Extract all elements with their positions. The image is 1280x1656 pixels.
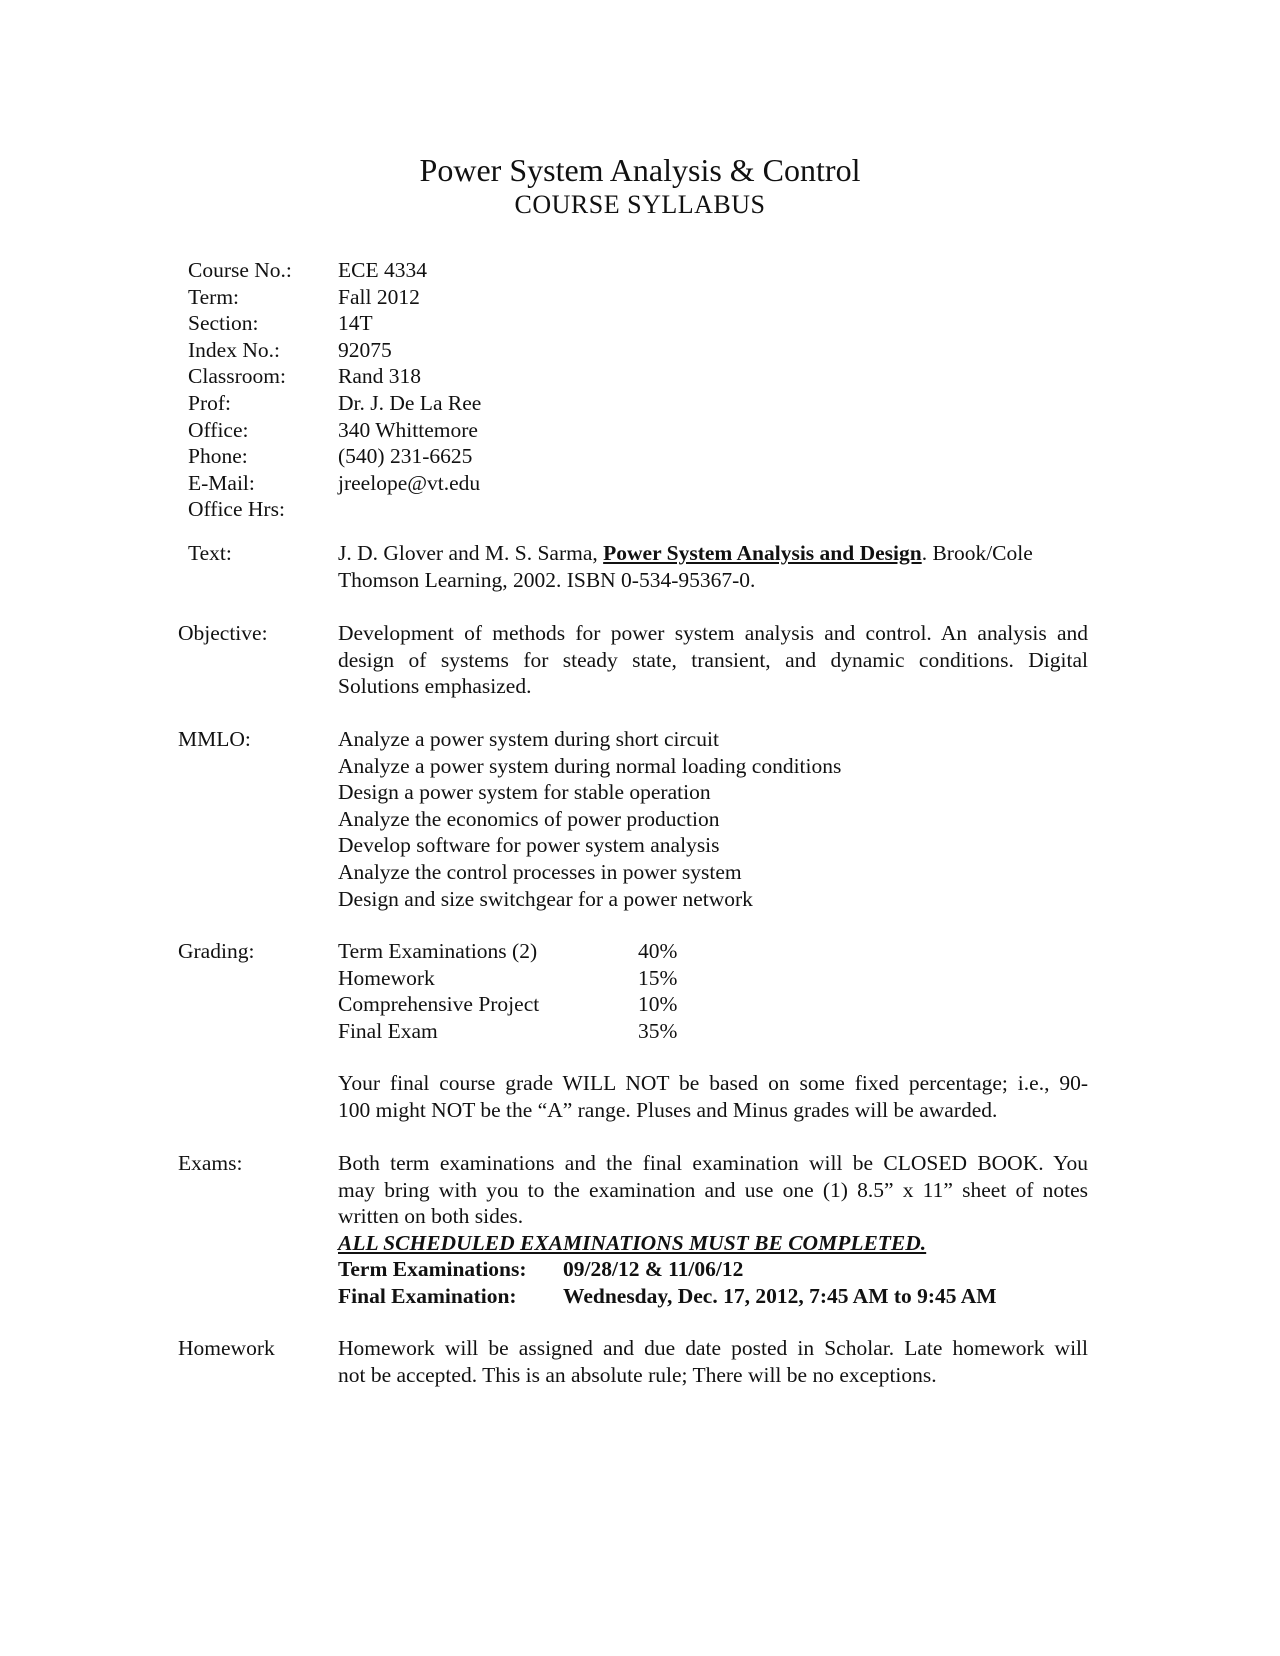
text-publisher: . Brook/Cole — [921, 541, 1033, 565]
homework-label: Homework — [178, 1336, 275, 1360]
mmlo-item: Develop software for power system analysis — [338, 833, 720, 858]
exams-content — [338, 1150, 1088, 1310]
grade-row — [338, 991, 1088, 1018]
info-value: 14T — [338, 311, 373, 336]
grading-table — [338, 938, 1088, 1044]
grading-note-line: Your final course grade WILL NOT be based on some fixed percentage; i.e., 90- — [338, 1071, 1088, 1095]
homework-line: Homework will be assigned and due date posted in Scholar. Late homework will — [338, 1336, 1088, 1360]
grade-item-percent: 10% — [638, 992, 678, 1017]
info-row-course-no — [188, 257, 481, 284]
grade-row — [338, 938, 1088, 965]
info-label: Term: — [188, 284, 240, 309]
info-row-email — [188, 470, 481, 497]
exams-label: Exams: — [178, 1151, 243, 1175]
objective-line: Development of methods for power system analysis and control. An analysis and — [338, 621, 1088, 645]
info-value: 92075 — [338, 337, 392, 362]
term-exam-row — [338, 1256, 1088, 1283]
grading-note-line: 100 might NOT be the “A” range. Pluses and Minus grades will be awarded. — [338, 1097, 998, 1122]
homework-line: not be accepted. This is an absolute rule; There will be no exceptions. — [338, 1362, 937, 1387]
info-row-prof — [188, 390, 481, 417]
term-exam-dates: 09/28/12 & 11/06/12 — [563, 1257, 744, 1282]
info-value: Dr. J. De La Ree — [338, 390, 482, 415]
grade-item-percent: 40% — [638, 939, 678, 963]
info-row-index-no — [188, 337, 481, 364]
info-row-office — [188, 417, 481, 444]
mmlo-item: Analyze the control processes in power system — [338, 859, 742, 884]
grade-item-name: Term Examinations (2) — [338, 939, 538, 963]
info-row-section — [188, 310, 481, 337]
mmlo-list — [338, 726, 1088, 912]
info-label: Index No.: — [188, 337, 280, 362]
objective-content — [338, 620, 1088, 700]
mmlo-label: MMLO: — [178, 727, 251, 751]
exams-line: may bring with you to the examination and use one (1) 8.5” x 11” sheet of notes — [338, 1177, 1088, 1202]
info-label: Classroom: — [188, 364, 286, 389]
term-exam-label: Term Examinations: — [338, 1257, 527, 1282]
info-label: Course No.: — [188, 258, 292, 282]
grade-item-name: Final Exam — [338, 1018, 438, 1043]
info-label: Office Hrs: — [188, 497, 285, 522]
info-label: Prof: — [188, 390, 231, 415]
mmlo-item: Analyze a power system during normal loading conditions — [338, 753, 842, 778]
grade-item-percent: 15% — [638, 965, 678, 990]
exams-line: Both term examinations and the final examination will be CLOSED BOOK. You — [338, 1151, 1088, 1175]
final-exam-label: Final Examination: — [338, 1283, 517, 1308]
mmlo-item: Design and size switchgear for a power network — [338, 886, 753, 911]
info-value: jreelope@vt.edu — [338, 470, 481, 495]
page-subtitle: COURSE SYLLABUS — [514, 190, 766, 219]
info-value: Rand 318 — [338, 364, 422, 389]
course-info — [188, 257, 481, 523]
final-exam-row — [338, 1283, 1088, 1310]
mmlo-item: Design a power system for stable operation — [338, 780, 711, 805]
text-book-title: Power System Analysis and Design — [603, 541, 922, 565]
text-content — [338, 540, 1088, 593]
text-label: Text: — [188, 541, 232, 565]
info-value: 340 Whittemore — [338, 417, 478, 442]
text-line-1 — [338, 540, 1088, 567]
info-row-classroom — [188, 363, 481, 390]
info-row-phone — [188, 443, 481, 470]
info-label: Phone: — [188, 444, 248, 469]
exams-emphasis: ALL SCHEDULED EXAMINATIONS MUST BE COMPLETED. — [338, 1230, 927, 1255]
text-authors: J. D. Glover and M. S. Sarma, — [338, 541, 604, 565]
grade-item-percent: 35% — [638, 1018, 678, 1043]
info-value: ECE 4334 — [338, 258, 427, 282]
info-value: Fall 2012 — [338, 284, 420, 309]
exams-line: written on both sides. — [338, 1204, 524, 1229]
grade-row — [338, 965, 1088, 992]
grade-row — [338, 1018, 1088, 1045]
page-title: Power System Analysis & Control — [419, 152, 861, 188]
grading-label: Grading: — [178, 939, 255, 963]
grading-note — [338, 1070, 1088, 1123]
mmlo-item: Analyze the economics of power production — [338, 806, 720, 831]
objective-label: Objective: — [178, 621, 268, 645]
mmlo-item: Analyze a power system during short circuit — [338, 727, 719, 751]
homework-content — [338, 1335, 1088, 1388]
objective-line: design of systems for steady state, transient, and dynamic conditions. Digital — [338, 647, 1088, 672]
info-label: Section: — [188, 311, 259, 336]
info-value: (540) 231-6625 — [338, 444, 473, 469]
text-line-2: Thomson Learning, 2002. ISBN 0-534-95367-0. — [338, 567, 756, 592]
info-label: Office: — [188, 417, 249, 442]
final-exam-date: Wednesday, Dec. 17, 2012, 7:45 AM to 9:45 AM — [563, 1283, 997, 1308]
info-row-term — [188, 284, 481, 311]
grade-item-name: Comprehensive Project — [338, 992, 540, 1017]
info-row-office-hrs — [188, 496, 481, 523]
objective-line: Solutions emphasized. — [338, 674, 532, 699]
grade-item-name: Homework — [338, 965, 435, 990]
info-label: E-Mail: — [188, 470, 255, 495]
